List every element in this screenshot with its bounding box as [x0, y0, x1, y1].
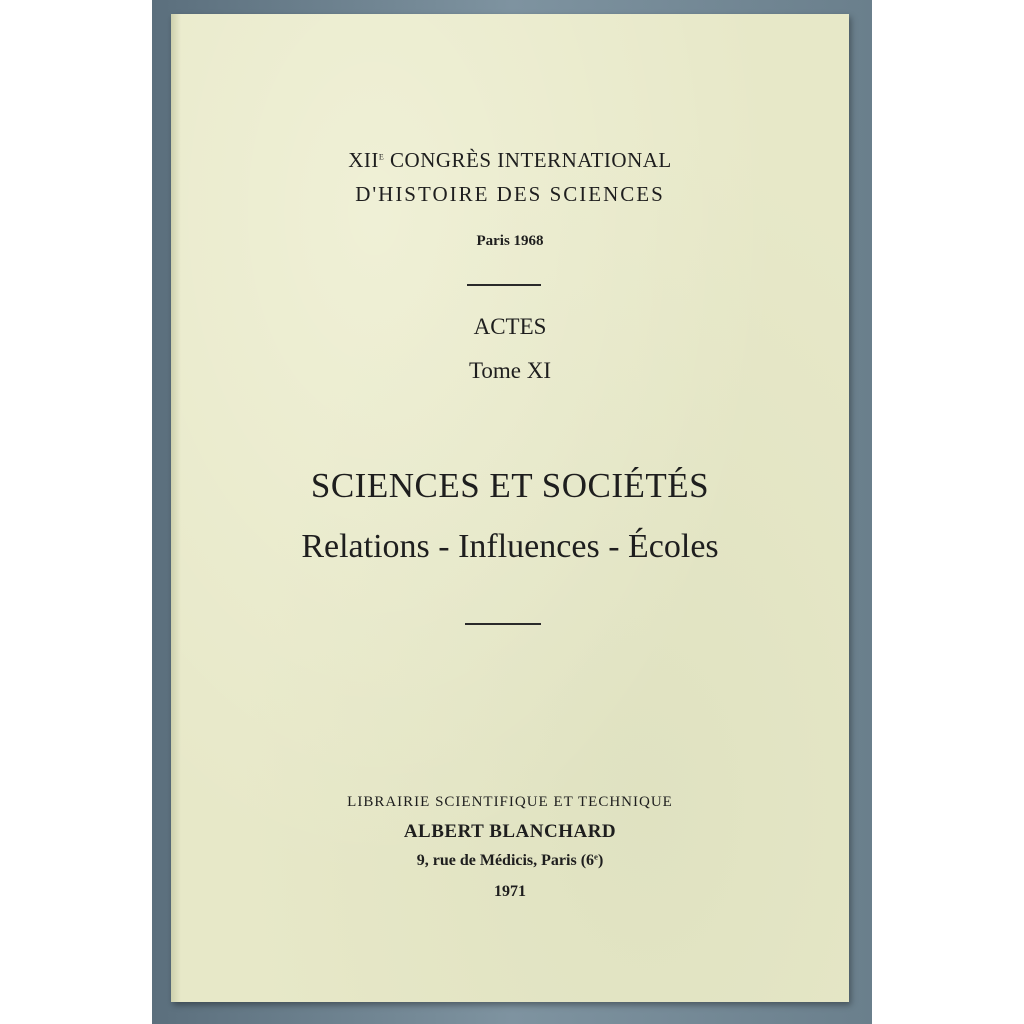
- divider-top: [467, 284, 541, 286]
- book-subtitle: Relations - Influences - Écoles: [301, 528, 719, 565]
- publisher-line: LIBRAIRIE SCIENTIFIQUE ET TECHNIQUE: [347, 794, 673, 810]
- book-title: SCIENCES ET SOCIÉTÉS: [310, 466, 710, 505]
- publisher-address: 9, rue de Médicis, Paris (6e): [416, 851, 604, 869]
- publisher-name: ALBERT BLANCHARD: [403, 821, 617, 842]
- actes-label: ACTES: [473, 314, 547, 339]
- congress-place-year: Paris 1968: [476, 233, 544, 249]
- cover-edge-shading: [171, 14, 181, 1002]
- congress-title-line2: D'HISTOIRE DES SCIENCES: [355, 182, 665, 206]
- book-cover: [171, 14, 849, 1002]
- divider-bottom: [465, 623, 541, 625]
- congress-title-line1: XIIe CONGRÈS INTERNATIONAL: [348, 148, 672, 172]
- volume-label: Tome XI: [468, 358, 552, 383]
- publication-year: 1971: [494, 883, 526, 900]
